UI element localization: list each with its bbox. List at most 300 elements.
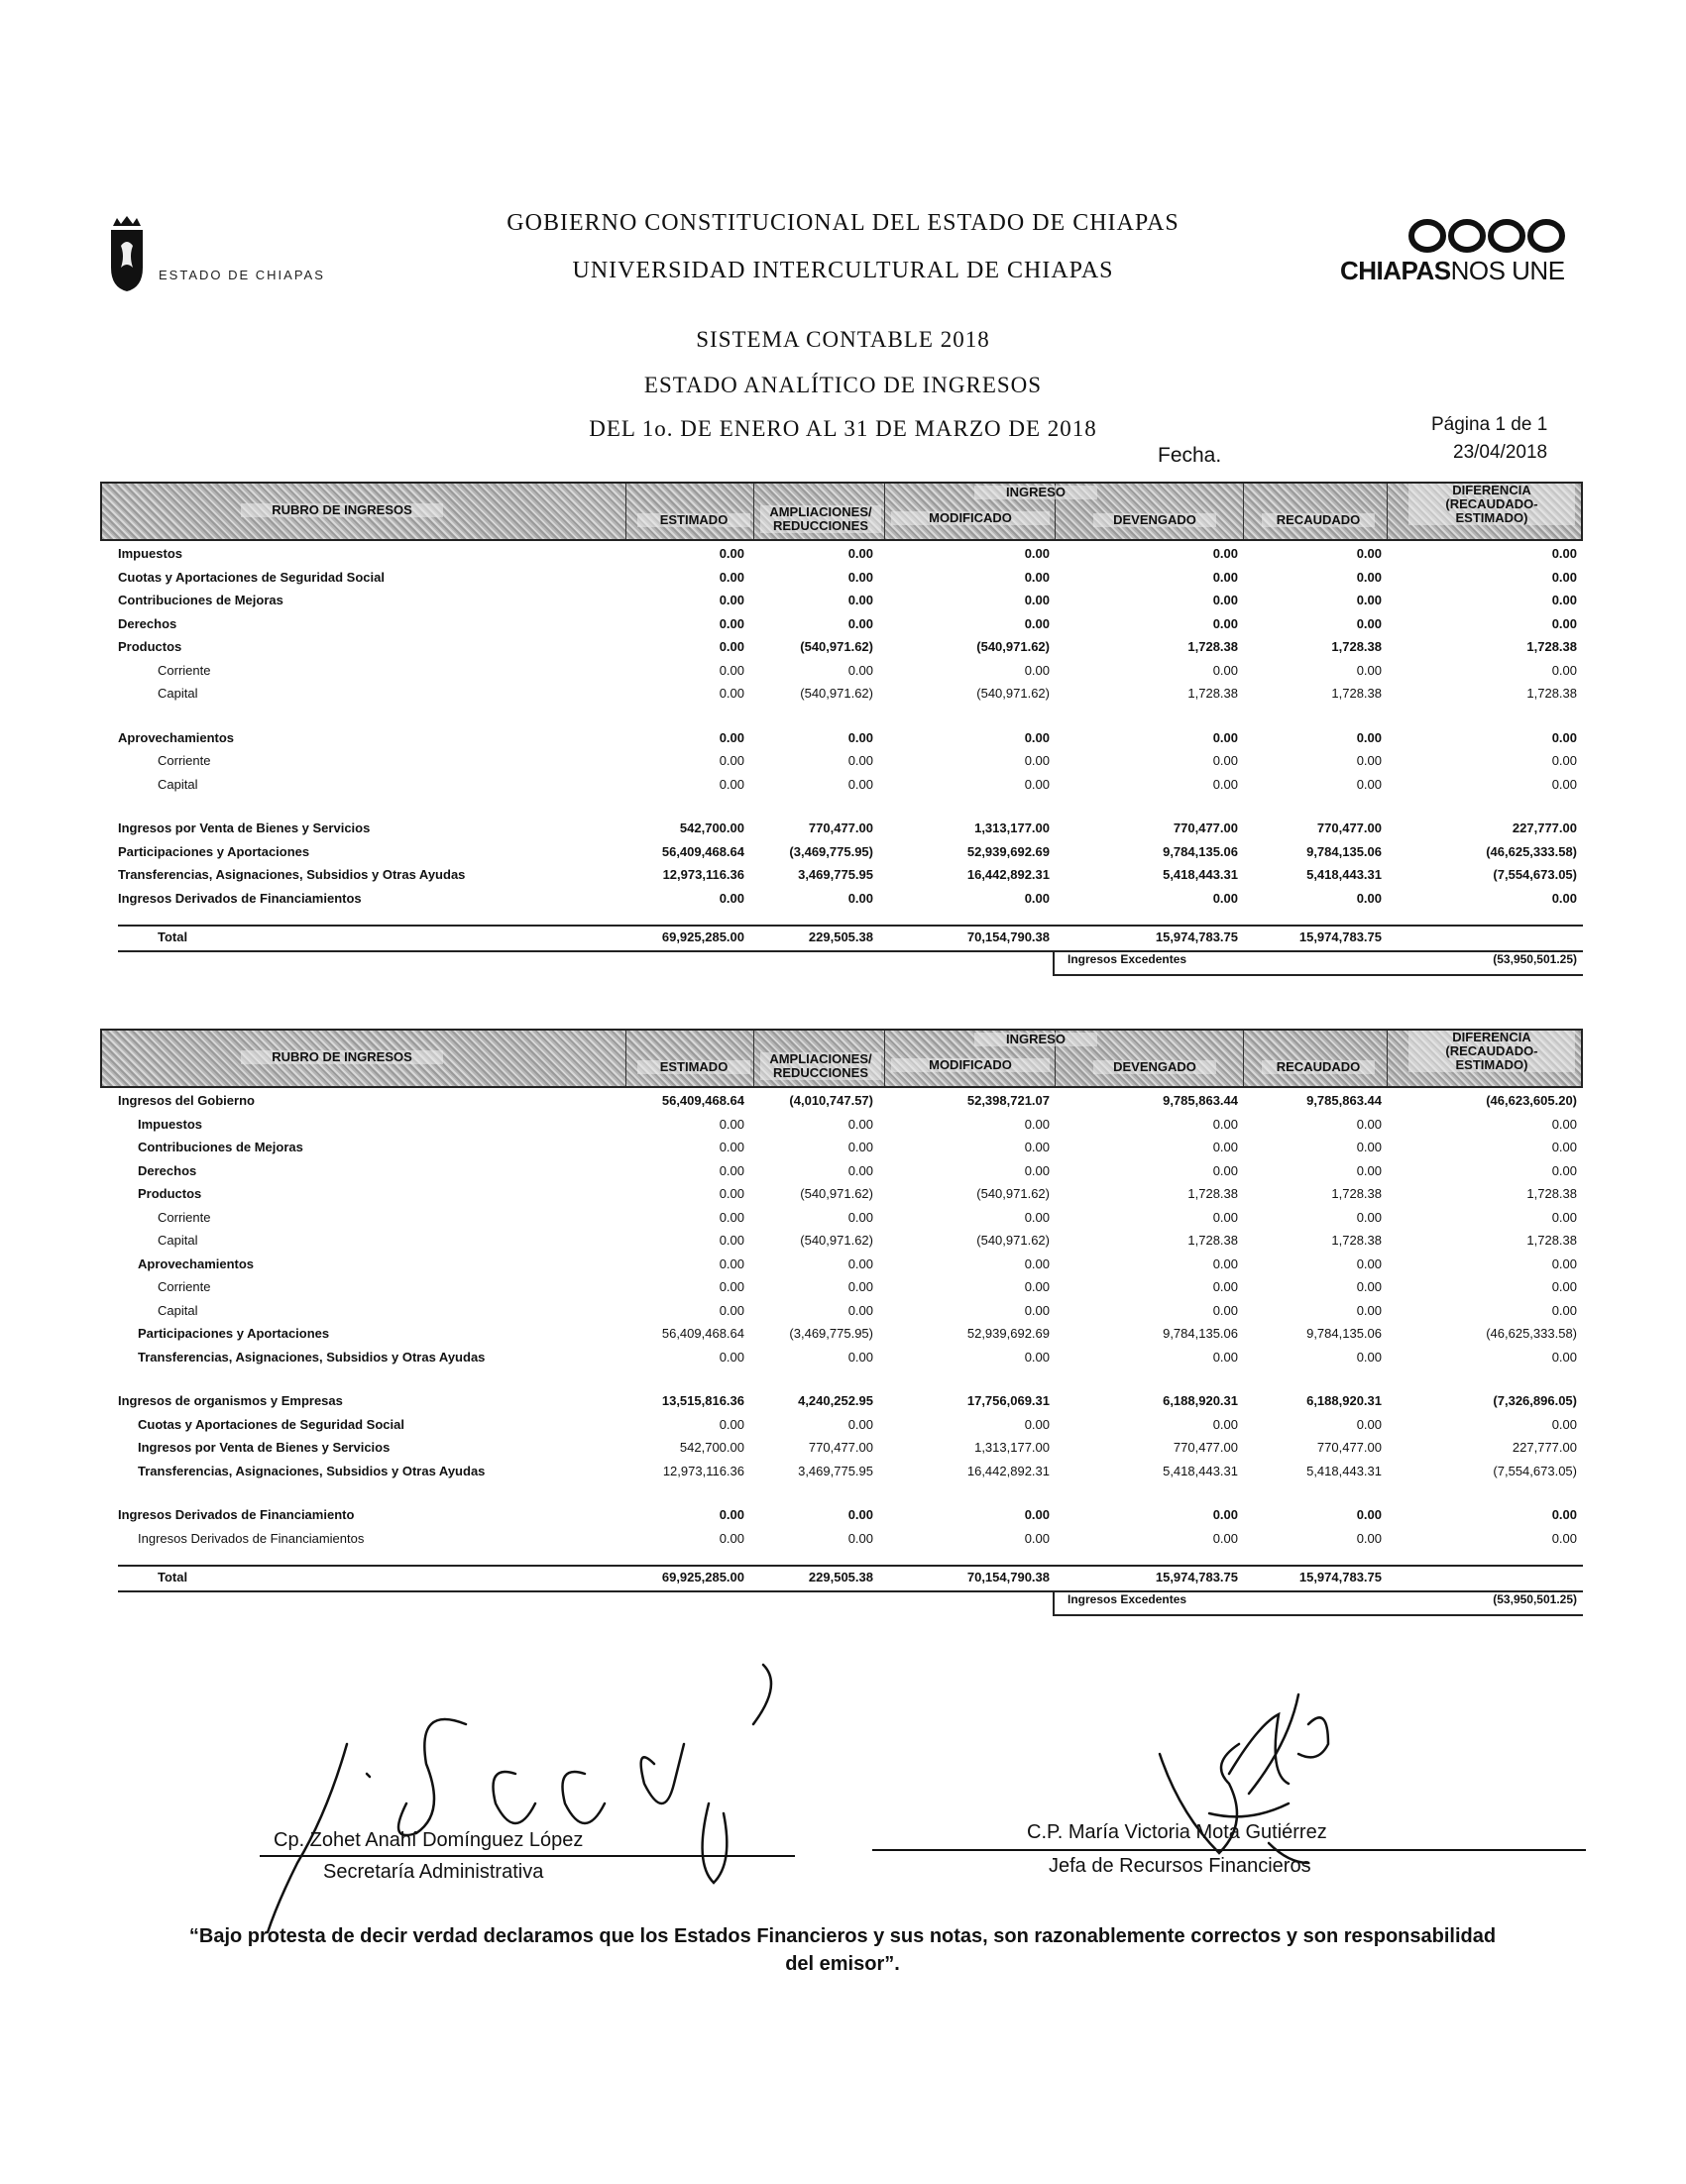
row-value: 0.00 xyxy=(1212,1140,1238,1154)
row-value: 0.00 xyxy=(1356,1416,1382,1432)
row-value: 0.00 xyxy=(1024,569,1050,585)
row-value: 0.00 xyxy=(847,729,873,745)
row-value: 0.00 xyxy=(719,753,744,769)
row-value: 52,939,692.69 xyxy=(966,1326,1050,1341)
row-value: (46,625,333.58) xyxy=(1486,1326,1577,1341)
row-value: 0.00 xyxy=(1024,1416,1050,1432)
row-value: 0.00 xyxy=(719,1233,744,1248)
row-value: 0.00 xyxy=(1356,1530,1382,1546)
row-value: 9,785,863.44 xyxy=(1306,1093,1382,1108)
header-column-divider xyxy=(625,1031,626,1086)
row-value: (540,971.62) xyxy=(976,1186,1050,1201)
row-value: 0.00 xyxy=(1551,1209,1577,1225)
table-row xyxy=(100,1461,1583,1482)
header-estimado: ESTIMADO xyxy=(637,513,750,527)
table-row xyxy=(100,1437,1583,1459)
row-label: Cuotas y Aportaciones de Seguridad Social xyxy=(138,1416,404,1432)
row-value: 0.00 xyxy=(1024,753,1050,769)
table-header xyxy=(100,1029,1583,1088)
row-value: 56,409,468.64 xyxy=(661,1093,744,1108)
row-label: Ingresos Derivados de Financiamientos xyxy=(118,890,362,906)
row-value: (540,971.62) xyxy=(800,686,873,701)
row-value: 227,777.00 xyxy=(1512,820,1577,836)
row-value: 0.00 xyxy=(1212,776,1238,792)
row-value: (7,326,896.05) xyxy=(1493,1393,1577,1409)
row-value: 5,418,443.31 xyxy=(1163,1463,1238,1478)
row-value: 0.00 xyxy=(1212,890,1238,906)
total-value: 229,505.38 xyxy=(808,1570,873,1585)
page-number: Página 1 de 1 xyxy=(1431,414,1548,435)
row-value: 0.00 xyxy=(847,1116,873,1132)
row-value: 0.00 xyxy=(1551,1162,1577,1178)
row-label: Corriente xyxy=(158,753,211,769)
excess-income-value: (53,950,501.25) xyxy=(1493,1591,1577,1606)
row-value: 0.00 xyxy=(719,686,744,701)
income-table-by-entity xyxy=(100,1029,1583,1643)
left-signature-line xyxy=(260,1855,795,1857)
row-value: 770,477.00 xyxy=(1316,820,1382,836)
row-label: Corriente xyxy=(158,1209,211,1225)
row-value: 56,409,468.64 xyxy=(661,843,744,859)
logo-left-caption: ESTADO DE CHIAPAS xyxy=(159,268,325,282)
row-label: Capital xyxy=(158,686,198,701)
row-value: 0.00 xyxy=(847,1279,873,1294)
row-label: Ingresos del Gobierno xyxy=(118,1093,255,1108)
total-value: 15,974,783.75 xyxy=(1298,929,1382,945)
date-label: Fecha. xyxy=(1158,444,1222,467)
row-value: 0.00 xyxy=(1024,662,1050,678)
row-value: 0.00 xyxy=(847,662,873,678)
row-value: 0.00 xyxy=(1212,1349,1238,1365)
total-bottom-rule xyxy=(118,950,1583,952)
row-value: (540,971.62) xyxy=(800,1186,873,1201)
row-value: 0.00 xyxy=(1212,1256,1238,1271)
row-value: 0.00 xyxy=(847,753,873,769)
row-value: 5,418,443.31 xyxy=(1306,867,1382,883)
row-value: 1,728.38 xyxy=(1331,1233,1382,1248)
row-value: 1,313,177.00 xyxy=(974,820,1050,836)
table-row xyxy=(100,1276,1583,1298)
right-signatory-name: C.P. María Victoria Mota Gutiérrez xyxy=(1027,1821,1327,1843)
row-value: (46,623,605.20) xyxy=(1486,1093,1577,1108)
header-column-divider xyxy=(1243,484,1244,539)
row-value: 9,785,863.44 xyxy=(1163,1093,1238,1108)
row-value: 0.00 xyxy=(847,1349,873,1365)
row-value: 5,418,443.31 xyxy=(1306,1463,1382,1478)
table-row xyxy=(100,1183,1583,1205)
table-row xyxy=(100,543,1583,565)
row-value: 12,973,116.36 xyxy=(662,1463,744,1478)
brand-logo-text: CHIAPASNOS UNE xyxy=(1340,256,1565,285)
row-value: 0.00 xyxy=(1212,1279,1238,1294)
row-value: 1,728.38 xyxy=(1526,639,1577,654)
row-value: 0.00 xyxy=(1212,1507,1238,1523)
row-label: Transferencias, Asignaciones, Subsidios y Otras Ayudas xyxy=(138,1349,486,1365)
row-value: 0.00 xyxy=(719,639,744,654)
row-value: 0.00 xyxy=(1356,593,1382,607)
row-value: (7,554,673.05) xyxy=(1493,1463,1577,1478)
row-value: 1,728.38 xyxy=(1187,686,1238,701)
row-value: (7,554,673.05) xyxy=(1493,867,1577,883)
row-value: 0.00 xyxy=(847,1256,873,1271)
header-modificado: MODIFICADO xyxy=(891,511,1050,525)
row-value: 0.00 xyxy=(719,1209,744,1225)
left-signatory-role: Secretaría Administrativa xyxy=(323,1861,544,1883)
total-value: 15,974,783.75 xyxy=(1298,1570,1382,1585)
row-value: 770,477.00 xyxy=(808,820,873,836)
university-title: UNIVERSIDAD INTERCULTURAL DE CHIAPAS xyxy=(572,258,1114,283)
total-value: 229,505.38 xyxy=(808,929,873,945)
row-value: 0.00 xyxy=(1551,593,1577,607)
row-value: 0.00 xyxy=(1356,1349,1382,1365)
table-row xyxy=(100,613,1583,635)
row-value: 56,409,468.64 xyxy=(661,1326,744,1341)
header-column-divider xyxy=(625,484,626,539)
row-value: 3,469,775.95 xyxy=(798,867,873,883)
row-value: 16,442,892.31 xyxy=(966,867,1050,883)
row-value: 0.00 xyxy=(719,546,744,561)
row-value: 0.00 xyxy=(1024,1507,1050,1523)
row-value: 1,728.38 xyxy=(1526,1186,1577,1201)
row-value: (4,010,747.57) xyxy=(789,1093,873,1108)
row-value: 52,398,721.07 xyxy=(966,1093,1050,1108)
row-label: Transferencias, Asignaciones, Subsidios y Otras Ayudas xyxy=(138,1463,486,1478)
header-rubro: RUBRO DE INGRESOS xyxy=(241,503,443,517)
row-label: Corriente xyxy=(158,1279,211,1294)
header-ampliaciones: AMPLIACIONES/ REDUCCIONES xyxy=(760,1052,881,1080)
row-value: 0.00 xyxy=(719,729,744,745)
row-value: 0.00 xyxy=(1551,546,1577,561)
header-estimado: ESTIMADO xyxy=(637,1060,750,1074)
total-value: 69,925,285.00 xyxy=(661,1570,744,1585)
table-row xyxy=(100,841,1583,863)
row-value: 0.00 xyxy=(1212,1416,1238,1432)
row-value: (540,971.62) xyxy=(976,1233,1050,1248)
row-value: 0.00 xyxy=(1551,1279,1577,1294)
row-label: Derechos xyxy=(118,615,177,631)
row-value: (3,469,775.95) xyxy=(789,1326,873,1341)
row-label: Capital xyxy=(158,1302,198,1318)
row-label: Ingresos por Venta de Bienes y Servicios xyxy=(138,1440,391,1456)
header-column-divider xyxy=(1387,1031,1388,1086)
row-value: 0.00 xyxy=(1356,1209,1382,1225)
row-value: 0.00 xyxy=(1551,1349,1577,1365)
table-row xyxy=(100,1207,1583,1229)
row-value: 0.00 xyxy=(1024,1256,1050,1271)
table-row xyxy=(100,1254,1583,1275)
brand-circles-logo xyxy=(1407,216,1566,256)
table-row xyxy=(100,1300,1583,1322)
total-label: Total xyxy=(158,929,188,945)
row-value: 0.00 xyxy=(847,890,873,906)
row-value: 0.00 xyxy=(1024,1349,1050,1365)
row-value: 0.00 xyxy=(1024,890,1050,906)
row-value: 0.00 xyxy=(719,890,744,906)
row-value: 0.00 xyxy=(1024,1530,1050,1546)
row-value: 770,477.00 xyxy=(1173,820,1238,836)
row-label: Participaciones y Aportaciones xyxy=(118,843,310,859)
excess-income-label: Ingresos Excedentes xyxy=(1068,1591,1187,1606)
row-value: 9,784,135.06 xyxy=(1163,1326,1238,1341)
row-value: 0.00 xyxy=(719,1116,744,1132)
row-value: 0.00 xyxy=(1024,1279,1050,1294)
row-value: 52,939,692.69 xyxy=(966,843,1050,859)
row-value: (540,971.62) xyxy=(976,686,1050,701)
row-value: 0.00 xyxy=(1551,1507,1577,1523)
table-row xyxy=(100,590,1583,611)
excess-bottom-rule xyxy=(1053,1614,1583,1616)
row-value: 1,728.38 xyxy=(1187,639,1238,654)
row-value: 6,188,920.31 xyxy=(1163,1393,1238,1409)
row-label: Derechos xyxy=(138,1162,197,1178)
table-row xyxy=(100,683,1583,705)
row-label: Contribuciones de Mejoras xyxy=(138,1140,303,1154)
income-table-by-source xyxy=(100,482,1583,987)
row-value: 0.00 xyxy=(719,1140,744,1154)
row-value: 0.00 xyxy=(1551,890,1577,906)
header-column-divider xyxy=(884,1031,885,1086)
table-row xyxy=(100,1414,1583,1436)
row-value: 0.00 xyxy=(719,1302,744,1318)
total-row xyxy=(100,1567,1583,1588)
row-label: Aprovechamientos xyxy=(138,1256,255,1271)
row-value: 0.00 xyxy=(719,593,744,607)
table-row xyxy=(100,1114,1583,1136)
row-value: 0.00 xyxy=(1212,1530,1238,1546)
row-value: 0.00 xyxy=(1024,1116,1050,1132)
row-value: 1,728.38 xyxy=(1187,1233,1238,1248)
right-signature-line xyxy=(872,1849,1586,1851)
row-value: 0.00 xyxy=(1356,1256,1382,1271)
row-value: 0.00 xyxy=(719,615,744,631)
row-value: 1,728.38 xyxy=(1331,639,1382,654)
row-value: 0.00 xyxy=(1551,569,1577,585)
row-value: 0.00 xyxy=(1356,890,1382,906)
row-value: 0.00 xyxy=(847,776,873,792)
row-value: 0.00 xyxy=(1024,1162,1050,1178)
row-value: 0.00 xyxy=(719,1256,744,1271)
row-value: 542,700.00 xyxy=(679,820,744,836)
left-signatory-name: Cp. Zohet Anahí Domínguez López xyxy=(274,1829,584,1851)
row-label: Ingresos por Venta de Bienes y Servicios xyxy=(118,820,371,836)
row-value: 0.00 xyxy=(1356,1162,1382,1178)
header-column-divider xyxy=(1243,1031,1244,1086)
table-row xyxy=(100,750,1583,772)
table-row xyxy=(100,818,1583,839)
row-value: 0.00 xyxy=(847,1302,873,1318)
row-label: Ingresos de organismos y Empresas xyxy=(118,1393,343,1409)
row-value: 0.00 xyxy=(1551,729,1577,745)
row-value: 0.00 xyxy=(719,1507,744,1523)
row-value: 0.00 xyxy=(1356,615,1382,631)
row-value: 0.00 xyxy=(1024,1302,1050,1318)
table-row xyxy=(100,888,1583,910)
row-label: Participaciones y Aportaciones xyxy=(138,1326,330,1341)
row-label: Corriente xyxy=(158,662,211,678)
row-value: 0.00 xyxy=(847,1209,873,1225)
header-modificado: MODIFICADO xyxy=(891,1058,1050,1072)
row-value: 0.00 xyxy=(1551,1116,1577,1132)
row-value: 0.00 xyxy=(1356,1507,1382,1523)
row-value: 0.00 xyxy=(1212,1209,1238,1225)
table-row xyxy=(100,1390,1583,1412)
row-label: Impuestos xyxy=(138,1116,203,1132)
total-value: 70,154,790.38 xyxy=(966,1570,1050,1585)
row-value: 0.00 xyxy=(1212,569,1238,585)
row-value: 0.00 xyxy=(1356,662,1382,678)
row-value: 9,784,135.06 xyxy=(1306,843,1382,859)
excess-divider xyxy=(1053,950,1055,974)
row-value: 770,477.00 xyxy=(808,1440,873,1456)
row-value: (540,971.62) xyxy=(800,639,873,654)
header-column-divider xyxy=(753,484,754,539)
table-row xyxy=(100,1230,1583,1252)
row-label: Transferencias, Asignaciones, Subsidios y Otras Ayudas xyxy=(118,867,466,883)
row-value: 0.00 xyxy=(1356,569,1382,585)
table-row xyxy=(100,1160,1583,1182)
row-value: 0.00 xyxy=(1356,1302,1382,1318)
header-recaudado: RECAUDADO xyxy=(1262,1060,1375,1074)
row-value: 0.00 xyxy=(1551,1256,1577,1271)
row-label: Productos xyxy=(118,639,182,654)
row-value: 0.00 xyxy=(719,1530,744,1546)
row-value: 0.00 xyxy=(1356,1116,1382,1132)
row-value: (3,469,775.95) xyxy=(789,843,873,859)
row-value: 0.00 xyxy=(847,569,873,585)
row-value: 0.00 xyxy=(1212,662,1238,678)
table-row xyxy=(100,727,1583,749)
table-row xyxy=(100,636,1583,658)
total-value: 15,974,783.75 xyxy=(1155,1570,1238,1585)
table-row xyxy=(100,774,1583,796)
row-value: 1,313,177.00 xyxy=(974,1440,1050,1456)
table-row xyxy=(100,1504,1583,1526)
right-signatory-role: Jefa de Recursos Financieros xyxy=(1049,1855,1311,1877)
table-row xyxy=(100,1323,1583,1345)
table-row xyxy=(100,660,1583,682)
row-value: 0.00 xyxy=(847,1162,873,1178)
header-column-divider xyxy=(1387,484,1388,539)
row-value: 0.00 xyxy=(1551,615,1577,631)
row-value: 3,469,775.95 xyxy=(798,1463,873,1478)
row-value: 0.00 xyxy=(1212,615,1238,631)
row-value: 0.00 xyxy=(1212,729,1238,745)
row-value: 1,728.38 xyxy=(1331,686,1382,701)
row-value: 0.00 xyxy=(1212,593,1238,607)
row-label: Ingresos Derivados de Financiamientos xyxy=(138,1530,365,1546)
total-value: 70,154,790.38 xyxy=(966,929,1050,945)
header-column-divider xyxy=(884,484,885,539)
row-value: 12,973,116.36 xyxy=(662,867,744,883)
row-value: 0.00 xyxy=(1024,593,1050,607)
row-label: Ingresos Derivados de Financiamiento xyxy=(118,1507,355,1523)
disclaimer-statement: “Bajo protesta de decir verdad declaramos que los Estados Financieros y sus notas, son razonablemente correctos y son responsabilidad del emisor”. xyxy=(188,1925,1497,1975)
header-devengado: DEVENGADO xyxy=(1093,1060,1216,1074)
row-label: Aprovechamientos xyxy=(118,729,235,745)
row-value: 0.00 xyxy=(719,1162,744,1178)
table-header xyxy=(100,482,1583,541)
header-rubro: RUBRO DE INGRESOS xyxy=(241,1050,443,1064)
row-value: 0.00 xyxy=(719,776,744,792)
row-value: 0.00 xyxy=(1551,1140,1577,1154)
row-value: 9,784,135.06 xyxy=(1306,1326,1382,1341)
row-value: 0.00 xyxy=(1212,546,1238,561)
row-value: 0.00 xyxy=(847,1530,873,1546)
header-diferencia: DIFERENCIA (RECAUDADO- ESTIMADO) xyxy=(1408,484,1575,525)
row-value: 0.00 xyxy=(1212,1116,1238,1132)
table-row xyxy=(100,1528,1583,1550)
row-value: 0.00 xyxy=(1212,753,1238,769)
row-value: 5,418,443.31 xyxy=(1163,867,1238,883)
row-label: Capital xyxy=(158,776,198,792)
row-value: 6,188,920.31 xyxy=(1306,1393,1382,1409)
table-row xyxy=(100,1347,1583,1368)
row-value: 0.00 xyxy=(847,593,873,607)
row-value: 770,477.00 xyxy=(1173,1440,1238,1456)
row-value: 0.00 xyxy=(847,1140,873,1154)
row-value: 1,728.38 xyxy=(1526,686,1577,701)
row-value: 0.00 xyxy=(719,1186,744,1201)
row-value: (540,971.62) xyxy=(800,1233,873,1248)
row-value: (540,971.62) xyxy=(976,639,1050,654)
date-value: 23/04/2018 xyxy=(1453,442,1548,463)
row-value: 0.00 xyxy=(847,546,873,561)
row-label: Capital xyxy=(158,1233,198,1248)
row-value: 0.00 xyxy=(1212,1302,1238,1318)
row-value: (46,625,333.58) xyxy=(1486,843,1577,859)
header-group-ingreso: INGRESO xyxy=(974,1033,1097,1046)
table-row xyxy=(100,864,1583,886)
table-row xyxy=(100,1090,1583,1112)
header-recaudado: RECAUDADO xyxy=(1262,513,1375,527)
total-row xyxy=(100,927,1583,948)
row-value: 4,240,252.95 xyxy=(798,1393,873,1409)
row-label: Contribuciones de Mejoras xyxy=(118,593,283,607)
total-label: Total xyxy=(158,1570,188,1585)
row-value: 0.00 xyxy=(1024,615,1050,631)
row-value: 0.00 xyxy=(1024,776,1050,792)
row-value: 0.00 xyxy=(1212,1162,1238,1178)
row-value: 0.00 xyxy=(719,1349,744,1365)
row-value: 0.00 xyxy=(1024,1209,1050,1225)
row-value: 227,777.00 xyxy=(1512,1440,1577,1456)
row-value: 0.00 xyxy=(1551,776,1577,792)
header-diferencia: DIFERENCIA (RECAUDADO- ESTIMADO) xyxy=(1408,1031,1575,1072)
total-bottom-rule xyxy=(118,1590,1583,1592)
row-value: 0.00 xyxy=(1024,729,1050,745)
row-label: Impuestos xyxy=(118,546,183,561)
row-value: 0.00 xyxy=(847,615,873,631)
row-value: 17,756,069.31 xyxy=(966,1393,1050,1409)
row-value: 0.00 xyxy=(719,1279,744,1294)
excess-bottom-rule xyxy=(1053,974,1583,976)
row-value: 0.00 xyxy=(719,662,744,678)
row-label: Cuotas y Aportaciones de Seguridad Social xyxy=(118,569,385,585)
row-value: 0.00 xyxy=(1356,729,1382,745)
row-value: 770,477.00 xyxy=(1316,1440,1382,1456)
row-value: 0.00 xyxy=(1356,1140,1382,1154)
row-value: 0.00 xyxy=(1024,546,1050,561)
row-value: 1,728.38 xyxy=(1331,1186,1382,1201)
total-value: 15,974,783.75 xyxy=(1155,929,1238,945)
government-title: GOBIERNO CONSTITUCIONAL DEL ESTADO DE CHIAPAS xyxy=(506,210,1180,236)
row-value: 0.00 xyxy=(1356,753,1382,769)
row-label: Productos xyxy=(138,1186,202,1201)
system-title: SISTEMA CONTABLE 2018 xyxy=(696,327,990,352)
row-value: 542,700.00 xyxy=(679,1440,744,1456)
row-value: 9,784,135.06 xyxy=(1163,843,1238,859)
row-value: 13,515,816.36 xyxy=(661,1393,744,1409)
